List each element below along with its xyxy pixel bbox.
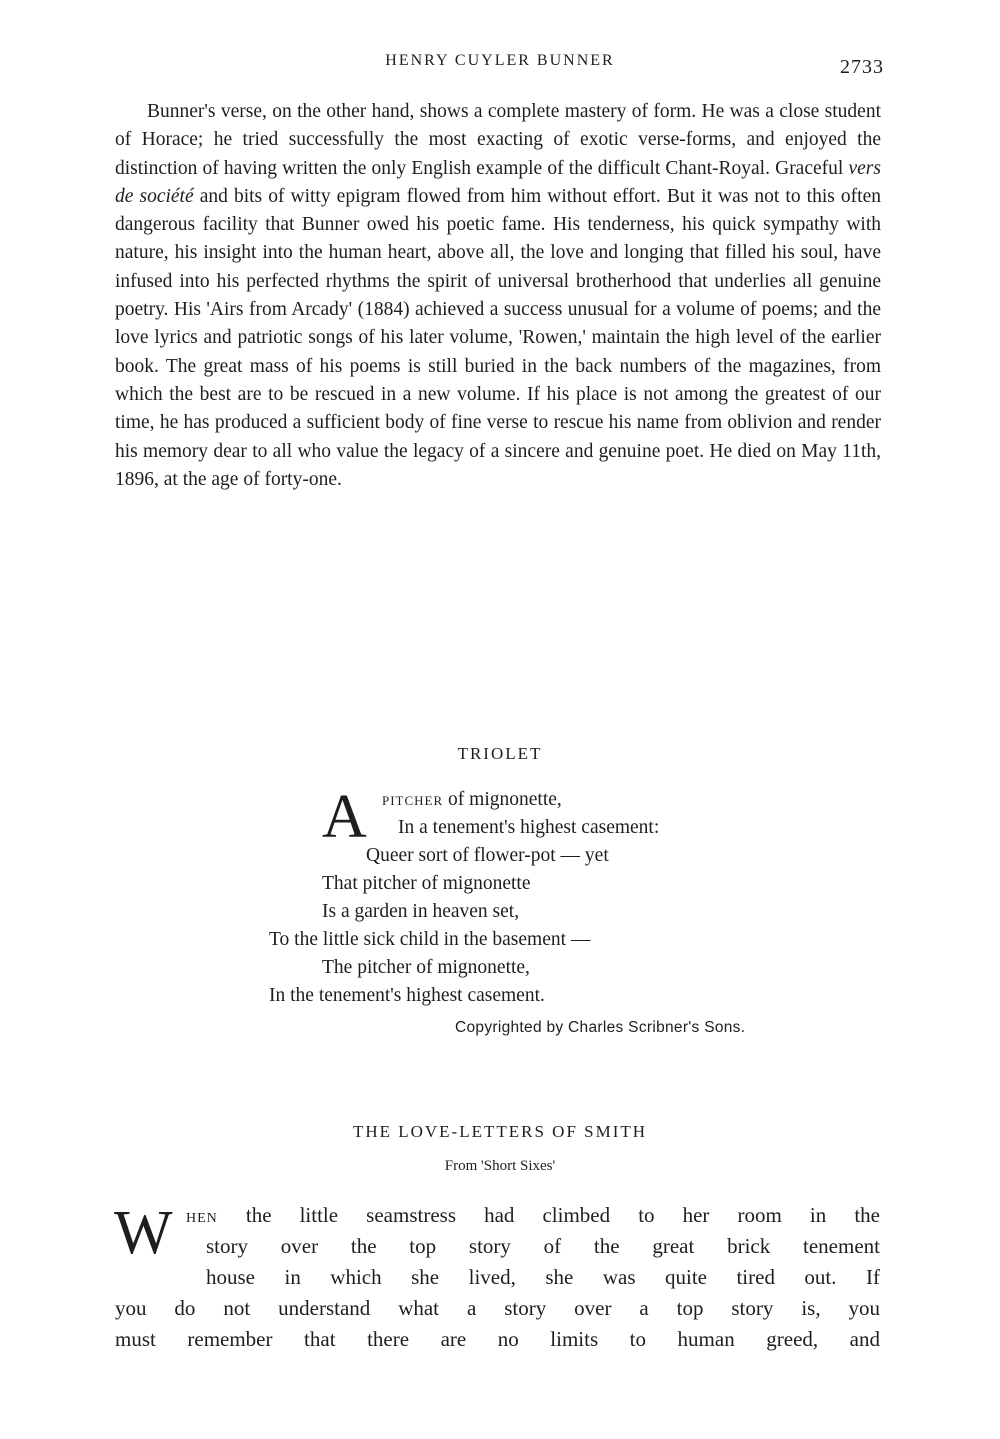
poem-line-5: Is a garden in heaven set, (322, 901, 520, 922)
poem-line-4: That pitcher of mignonette (322, 873, 531, 894)
story-dropcap: W (114, 1199, 173, 1267)
poem-line-6: To the little sick child in the basement — (269, 929, 591, 950)
story-line-5: must remember that there are no limits to human greed, and (115, 1327, 880, 1351)
poem-line-7: The pitcher of mignonette, (322, 957, 530, 978)
poem-line-1-rest: of mignonette, (443, 789, 562, 810)
story-line-1-smallcaps: HEN (186, 1211, 218, 1226)
poem-line-1 (382, 789, 562, 811)
story-line-3: house in which she lived, she was quite tired out. If (206, 1265, 880, 1289)
story-line-1 (186, 1203, 880, 1228)
story-source: From 'Short Sixes' (444, 1158, 556, 1174)
page-number: 2733 (840, 56, 884, 78)
story-line-4: you do not understand what a story over a top story is, you (115, 1296, 880, 1320)
story-line-1-rest: the little seamstress had climbed to her room in the (217, 1203, 880, 1227)
poem-line-2: In a tenement's highest casement: (398, 817, 660, 838)
copyright-notice: Copyrighted by Charles Scribner's Sons. (455, 1019, 746, 1036)
story-title: THE LOVE-LETTERS OF SMITH (352, 1122, 648, 1141)
poem-dropcap: A (322, 783, 367, 851)
poem-line-8: In the tenement's highest casement. (269, 985, 545, 1006)
intro-text-part2: and bits of witty epigram flowed from him without effort. But it was not to this often dangerous facility that Bunner owed his poetic fame. His tenderness, his quick sympathy with nature, his insight into the human heart, above all, the love and longing that filled his soul, have infused into his perfected rhythms the spirit of universal brotherhood that underlies all genuine poetry. His 'Airs from Arcady' (1884) achieved a success unusual for a volume of poems; and the love lyrics and patriotic songs of his later volume, 'Rowen,' maintain the high level of the earlier book. The great mass of his poems is still buried in the back numbers of the magazines, from which the best are to be rescued in a new volume. If his place is not among the greatest of our time, he has produced a sufficient body of fine verse to rescue his name from oblivion and render his memory dear to all who value the legacy of a sincere and genuine poet. He died on May 11th, 1896, at the age of forty-one. (115, 185, 881, 490)
running-head: HENRY CUYLER BUNNER (385, 52, 615, 69)
poem-line-1-smallcaps: PITCHER (382, 793, 444, 808)
story-line-2: story over the top story of the great brick tenement (206, 1234, 880, 1258)
intro-text-part1: Bunner's verse, on the other hand, shows a complete mastery of form. He was a close student of Horace; he tried successfully the most exacting of exotic verse-forms, and enjoyed the distinction of having written the only English example of the difficult Chant-Royal. Graceful (115, 101, 881, 179)
poem-title: TRIOLET (457, 744, 543, 763)
intro-paragraph (115, 98, 881, 494)
poem-line-3: Queer sort of flower-pot — yet (366, 845, 609, 866)
intro-italic-phrase: vers de société (115, 157, 881, 207)
